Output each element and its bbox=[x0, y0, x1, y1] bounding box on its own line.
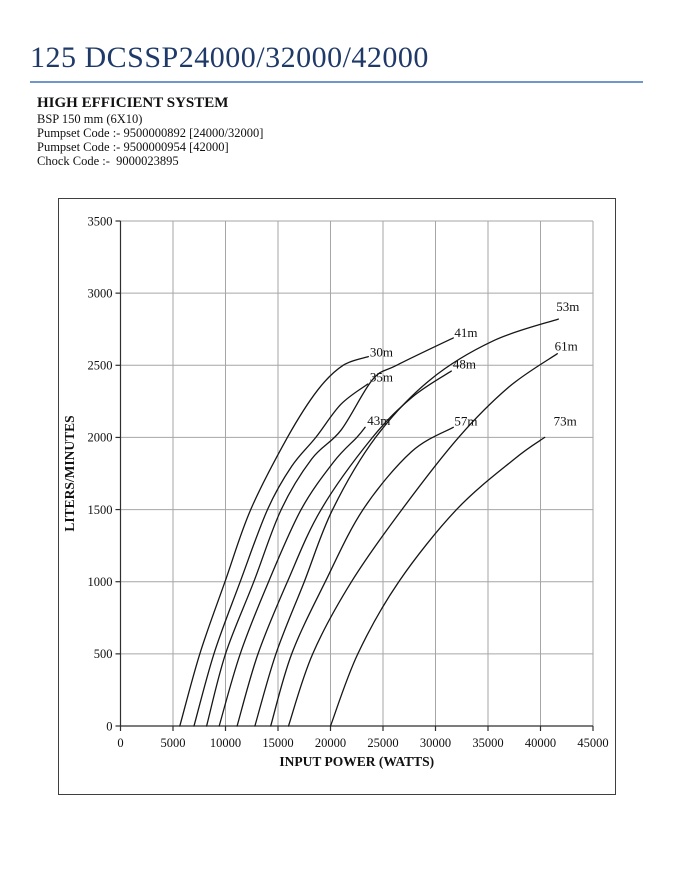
spec-line-bsp: BSP 150 mm (6X10) bbox=[37, 112, 143, 126]
curve-53m bbox=[255, 319, 558, 726]
x-tick-label: 45000 bbox=[577, 736, 609, 750]
curve-label-41m: 41m bbox=[454, 324, 478, 340]
pump-curves-canvas bbox=[59, 199, 615, 794]
pump-performance-chart bbox=[58, 198, 616, 795]
curve-label-48m: 48m bbox=[452, 356, 476, 372]
y-tick-label: 3500 bbox=[87, 214, 113, 229]
curve-41m bbox=[207, 338, 454, 726]
curve-label-30m: 30m bbox=[369, 344, 393, 360]
title-divider bbox=[30, 81, 643, 83]
spec-heading: HIGH EFFICIENT SYSTEM bbox=[37, 95, 229, 111]
curve-label-43m: 43m bbox=[367, 412, 391, 428]
x-tick-label: 5000 bbox=[160, 736, 186, 750]
y-tick-label: 1500 bbox=[87, 502, 113, 517]
x-tick-label: 35000 bbox=[472, 736, 504, 750]
page-title: 125 DCSSP24000/32000/42000 bbox=[30, 41, 429, 74]
y-axis-title: LITERS/MINUTES bbox=[62, 415, 77, 532]
x-tick-label: 15000 bbox=[262, 736, 294, 750]
curve-label-53m: 53m bbox=[556, 298, 580, 314]
curve-30m bbox=[180, 357, 368, 726]
x-tick-label: 25000 bbox=[367, 736, 399, 750]
curve-61m bbox=[289, 354, 558, 726]
y-tick-label: 500 bbox=[93, 647, 113, 662]
spec-line-chock-code: Chock Code :- 9000023895 bbox=[37, 154, 179, 168]
y-tick-label: 2000 bbox=[87, 430, 113, 445]
x-tick-label: 0 bbox=[117, 736, 124, 750]
y-tick-label: 2500 bbox=[87, 358, 113, 373]
curve-48m bbox=[237, 371, 451, 726]
spec-line-pumpset-code-2: Pumpset Code :- 9500000954 [42000] bbox=[37, 140, 229, 154]
curve-label-73m: 73m bbox=[553, 413, 577, 429]
spec-line-pumpset-code-1: Pumpset Code :- 9500000892 [24000/32000] bbox=[37, 126, 264, 140]
curve-label-61m: 61m bbox=[554, 338, 578, 354]
x-tick-label: 30000 bbox=[419, 736, 452, 750]
x-tick-label: 40000 bbox=[524, 736, 557, 750]
spec-block bbox=[37, 95, 263, 168]
y-tick-label: 0 bbox=[106, 719, 113, 734]
curve-label-57m: 57m bbox=[454, 413, 478, 429]
x-axis-title: INPUT POWER (WATTS) bbox=[279, 754, 435, 769]
y-tick-label: 3000 bbox=[87, 286, 113, 301]
curve-43m bbox=[219, 427, 365, 726]
x-tick-label: 20000 bbox=[314, 736, 347, 750]
x-tick-label: 10000 bbox=[209, 736, 242, 750]
curve-57m bbox=[271, 427, 454, 726]
curve-label-35m: 35m bbox=[369, 369, 393, 385]
y-tick-label: 1000 bbox=[87, 575, 113, 590]
